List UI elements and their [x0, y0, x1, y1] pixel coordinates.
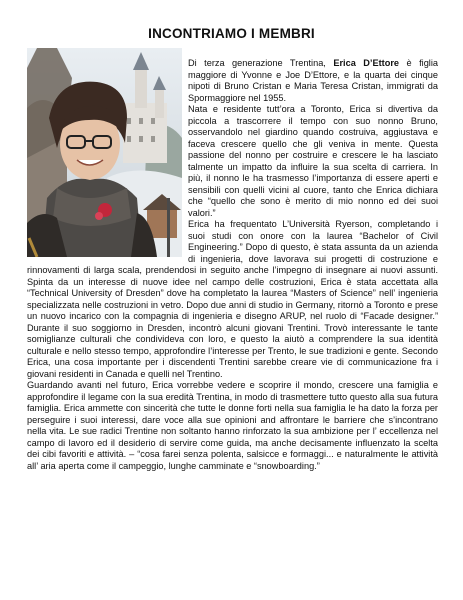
member-name: Erica D’Ettore [333, 58, 400, 68]
paragraph-future: Guardando avanti nel futuro, Erica vorrebbe vedere e scoprire il mondo, crescere una famiglia e approfondire il legame con la sua eredità Trentina, in modo di trasmettere tutto questo alla sua futura famiglia. Erica ammette con sincerità che tutte le donne forti nella sua famiglia le ha dato la forza per perseguire i suoi interessi, dare voce alla sue opinioni and affrontare le barriere che s’incontrano nella vita. Le sue radici Trentine non soltanto hanno rinforzato la sua ambizione per l’ eccellenza nel campo di lavoro ed il desiderio di servire come guida, ma anche decisamente influenzato la scelta dei cibi favoriti e attività. – “cosa farei senza polenta, salsicce e formaggi... e naturalmente le attività all’ aria aperta come il campeggio, lunghe camminate e “snowboarding.” [27, 380, 438, 471]
photo-spacer [27, 58, 188, 264]
intro-text-end: è figlia maggiore di Yvonne e Joe D’Ettore, e la quarta dei cinque nipoti di Bruno Cristan e Maria Teresa Cristan, immigrati da Spormaggiore nel 1955. [188, 58, 438, 103]
article-body [27, 58, 438, 472]
intro-text-start: Di terza generazione Trentina, [188, 58, 334, 68]
page-title: INCONTRIAMO I MEMBRI [148, 26, 315, 41]
paragraph-childhood: Nata e residente tutt’ora a Toronto, Erica si divertiva da piccola a trascorrere il tempo con suo nonno Bruno, osservandolo nel giardino quando costruiva, aggiustava e faceva crescere quello che gli veniva in mente. Questa passione del nonno per costruire e crescere le ha lasciato talmente un impatto da influire la sua scelta di carriera. In più, il nonno le ha trasmesso l’importanza di essere aperti e sensibili con quelli vicini al cuore, tanto che Enrica dichiara che “quello che sono è merito di mio nonno ed dei suoi valori.” [188, 104, 438, 218]
paragraph-education: Erica ha frequentato L’Università Ryerson, completando i suoi studi con onore con la laurea “Bachelor of Civil Engineering.” Dopo di questo, è stata assunta da un azienda di ingenieria, dove lavorava sui progetti di costruzione e rinnovamenti di larga scala, prendendosi in seguito anche l’impegno di insegnare ai nuovi assunti. Spinta da un interesse di nuove idee nel campo delle costruzioni, Erica è stata accettata alla “Technical University of Dresden” dove ha completato la laurea “Masters of Science” nell’ ingenieria specializzata nelle costruzioni in vetro. Dopo due anni di studio in Germany, ritornò a Toronto e prese un nuovo incarico con la compagnia di ingenieria e disegno ARUP, nel ruolo di “Facade designer.” Durante il suo soggiorno in Dresden, incontrò alcuni giovani Trentini. Trovò interessante le tante somiglianze culturali che condivideva con loro, e questo la aiutò a comprendere la sua identità culturale e nello stesso tempo, approfondire l’interesse per Trento, le sue tradizioni e gente. Secondo Erica, una cosa importante per i discendenti Trentini sarebbe creare vie di communicazione fra i giovani residenti in Canada e quelli nel Trentino. [27, 219, 438, 379]
